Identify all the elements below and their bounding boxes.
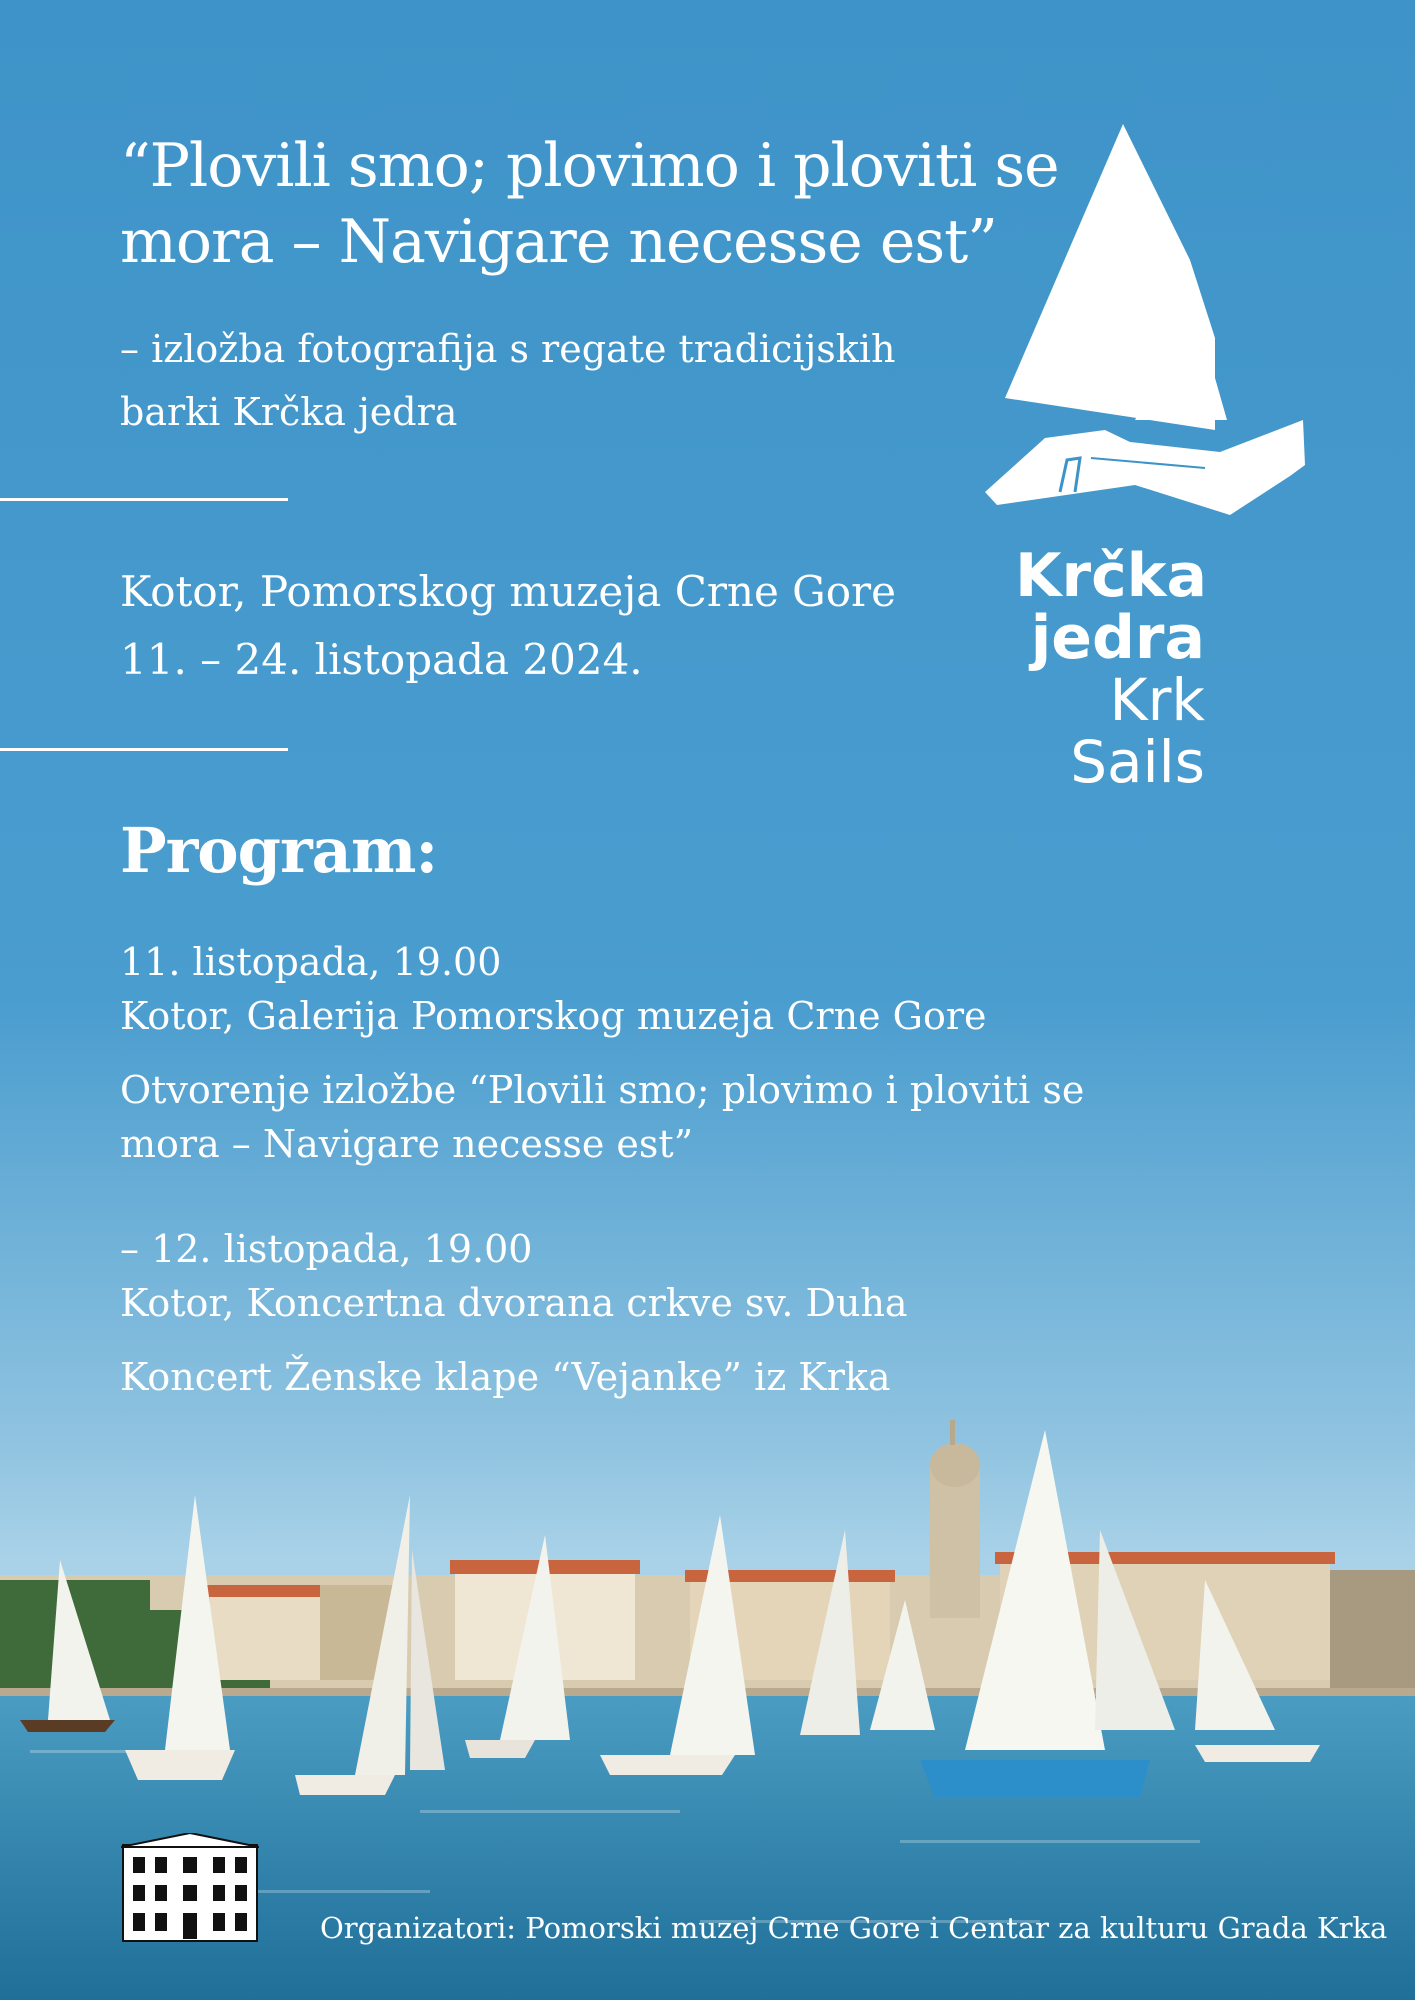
logo-line-jedra: jedra — [1030, 603, 1205, 673]
subtitle-line-1: – izložba fotografija s regate tradicijskih — [120, 327, 896, 371]
venue-location: Kotor, Pomorskog muzeja Crne Gore — [120, 567, 896, 616]
poster-subtitle — [120, 318, 895, 444]
logo-wordmark — [1015, 541, 1208, 796]
event-desc-line: Koncert Ženske klape “Vejanke” iz Krka — [120, 1355, 891, 1399]
program-event-2 — [120, 1222, 908, 1404]
divider-rule-2 — [0, 748, 288, 751]
logo-line-krk: Krk — [1109, 666, 1205, 734]
event-date: 11. listopada, 19.00 — [120, 940, 502, 984]
divider-rule-1 — [0, 498, 288, 501]
event-desc-line: Otvorenje izložbe “Plovili smo; plovimo i ploviti se — [120, 1068, 1085, 1112]
poster-title — [120, 128, 1059, 280]
logo-line-krcka: Krčka — [1015, 541, 1208, 611]
museum-building-icon — [121, 1833, 259, 1943]
title-line-1: “Plovili smo; plovimo i ploviti se — [120, 131, 1059, 201]
organizers-text: Organizatori: Pomorski muzej Crne Gore i Centar za kulturu Grada Krka — [320, 1911, 1388, 1945]
logo-line-sails: Sails — [1070, 728, 1205, 796]
event-place: Kotor, Galerija Pomorskog muzeja Crne Gore — [120, 994, 987, 1038]
event-desc-line: mora – Navigare necesse est” — [120, 1122, 694, 1166]
sailboat-icon — [985, 120, 1305, 520]
venue-dates: 11. – 24. listopada 2024. — [120, 635, 643, 684]
subtitle-line-2: barki Krčka jedra — [120, 390, 458, 434]
venue-block — [120, 558, 896, 694]
event-place: Kotor, Koncertna dvorana crkve sv. Duha — [120, 1281, 908, 1325]
title-line-2: mora – Navigare necesse est” — [120, 207, 997, 277]
program-heading: Program: — [120, 814, 438, 887]
event-date: – 12. listopada, 19.00 — [120, 1227, 533, 1271]
program-event-1 — [120, 935, 1084, 1171]
